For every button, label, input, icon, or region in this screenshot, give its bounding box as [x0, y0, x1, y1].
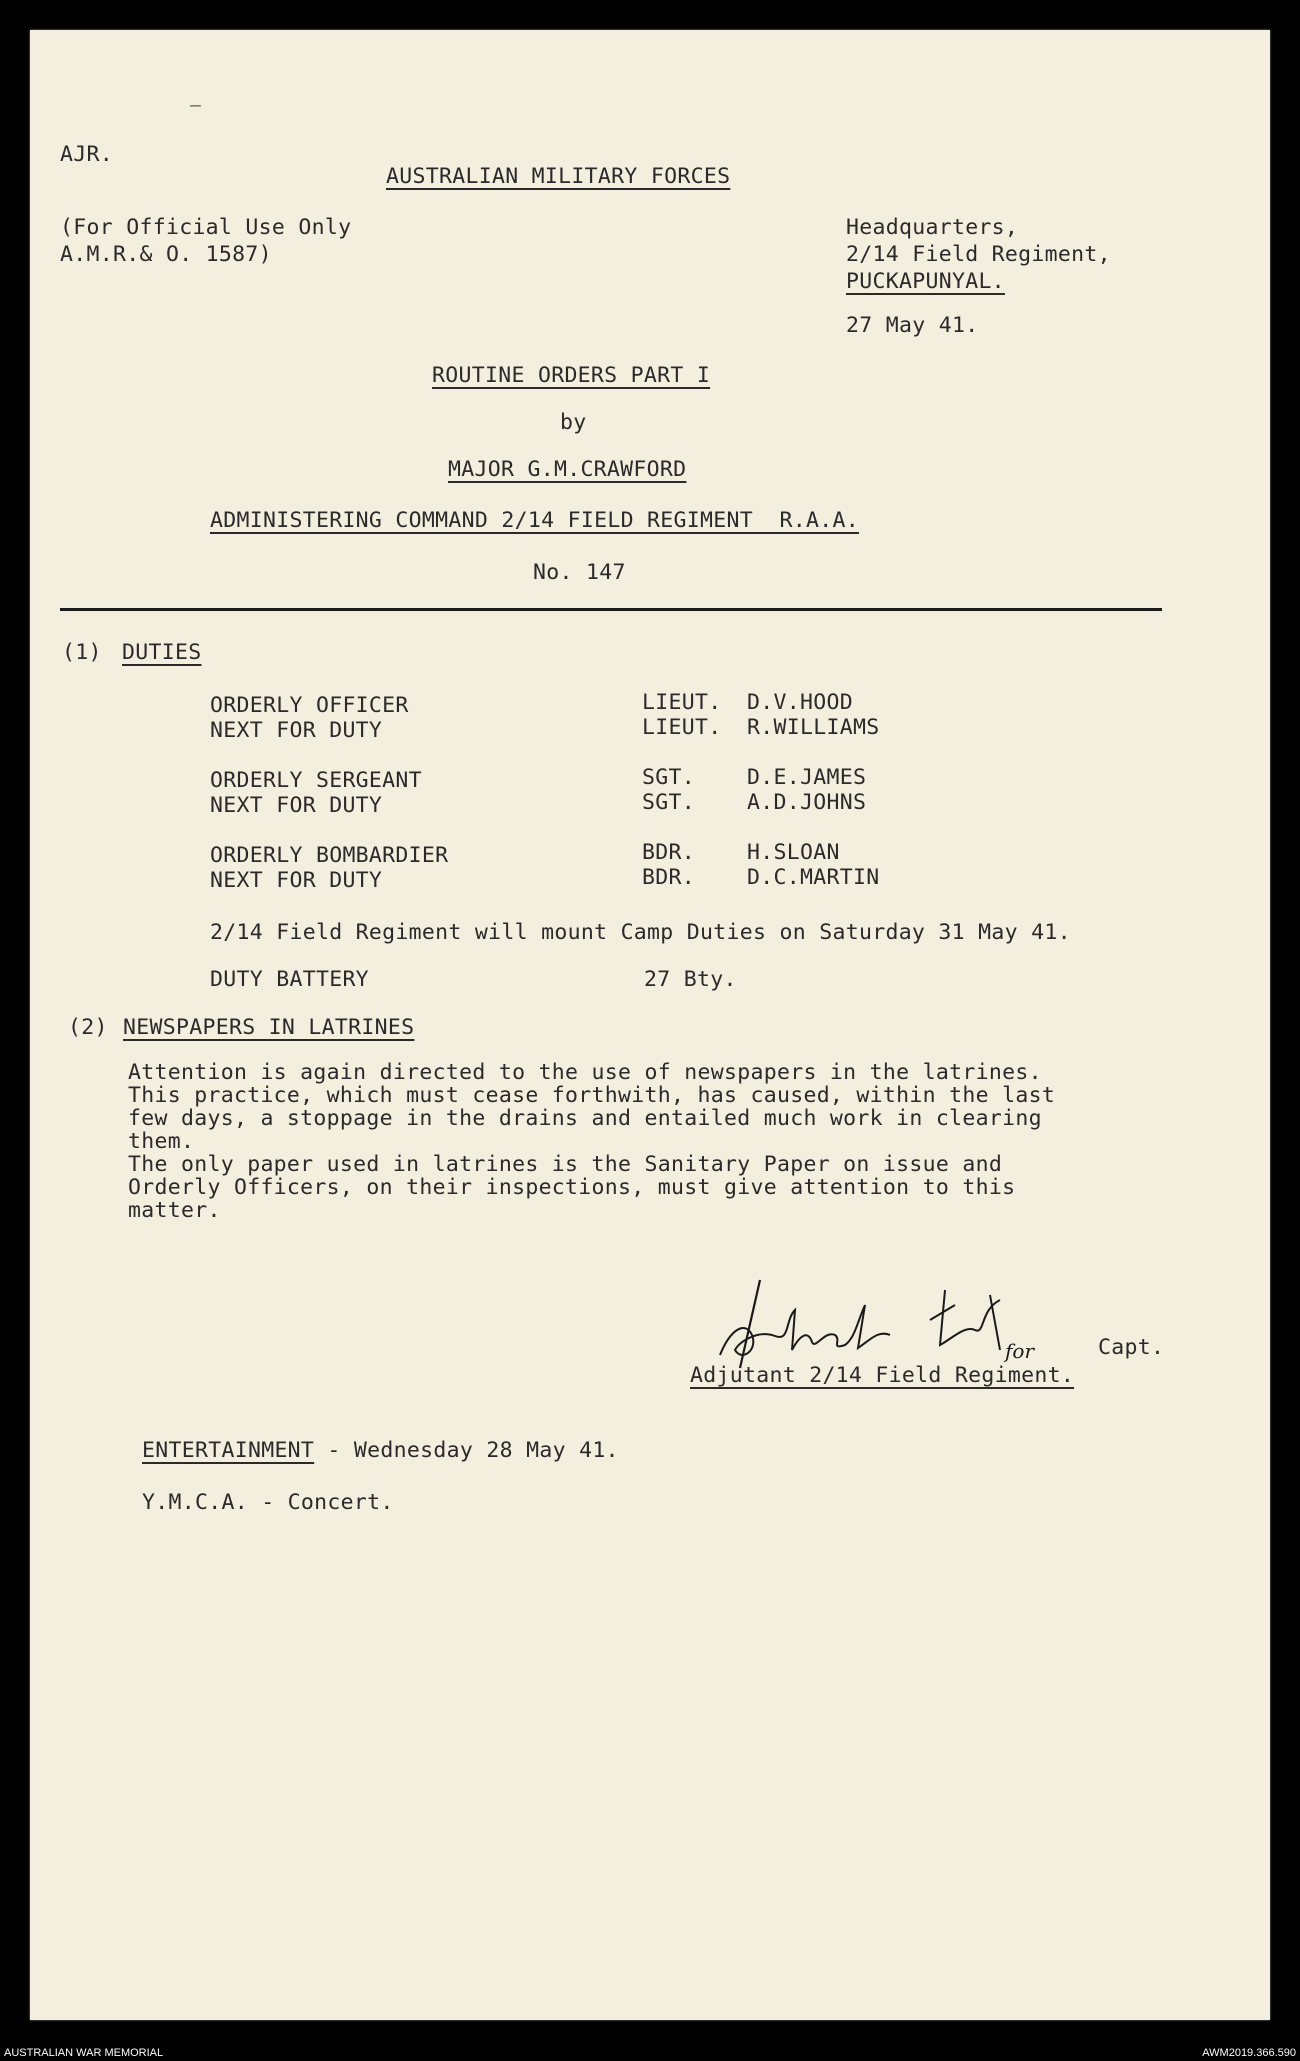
duty-role: ORDERLY SERGEANT [210, 768, 422, 793]
document-page [30, 30, 1270, 2020]
body-line: The only paper used in latrines is the Sanitary Paper on issue and [128, 1152, 1003, 1177]
duty-role: NEXT FOR DUTY [210, 868, 383, 893]
duty-role: ORDERLY OFFICER [210, 693, 409, 718]
duty-name: D.C.MARTIN [747, 865, 880, 890]
body-line: matter. [128, 1198, 221, 1223]
signature-rank: Capt. [1098, 1335, 1165, 1360]
footer-credit: AUSTRALIAN WAR MEMORIAL [4, 2047, 164, 2059]
entertainment-item: Y.M.C.A. - Concert. [142, 1490, 394, 1515]
hq-line-3: PUCKAPUNYAL. [846, 269, 1005, 294]
body-line: few days, a stoppage in the drains and entailed much work in clearing [128, 1106, 1042, 1131]
body-line: Orderly Officers, on their inspections, must give attention to this [128, 1175, 1016, 1200]
duty-name: A.D.JOHNS [747, 790, 867, 815]
official-use: (For Official Use Only [60, 215, 352, 240]
orders-title: ROUTINE ORDERS PART I [432, 363, 711, 388]
section-number: (1) [62, 640, 102, 665]
reference: AJR. [60, 142, 113, 167]
body-line: This practice, which must cease forthwith, has caused, within the last [128, 1083, 1056, 1108]
section-number: (2) [68, 1015, 108, 1040]
duty-name: D.V.HOOD [747, 690, 853, 715]
command-line: ADMINISTERING COMMAND 2/14 FIELD REGIMENT R.A.A. [210, 508, 859, 533]
document-heading: AUSTRALIAN MILITARY FORCES [386, 164, 731, 189]
entertainment-line [142, 1438, 619, 1463]
ink-mark: – [190, 95, 201, 116]
section-heading: DUTIES [122, 640, 202, 665]
duty-name: H.SLOAN [747, 840, 840, 865]
duty-rank: SGT. [642, 765, 695, 790]
hq-line-1: Headquarters, [846, 215, 1019, 240]
by-line: by [560, 410, 587, 435]
entertainment-date: - Wednesday 28 May 41. [314, 1438, 619, 1463]
section-heading: NEWSPAPERS IN LATRINES [123, 1015, 415, 1040]
hq-line-2: 2/14 Field Regiment, [846, 242, 1111, 267]
header-divider [60, 608, 1162, 611]
handwritten-signature [700, 1250, 1120, 1380]
duty-role: NEXT FOR DUTY [210, 718, 383, 743]
officer-name: MAJOR G.M.CRAWFORD [448, 457, 687, 482]
signature-for: for [1005, 1339, 1035, 1363]
duty-rank: BDR. [642, 840, 695, 865]
entertainment-heading: ENTERTAINMENT [142, 1438, 315, 1463]
duty-role: ORDERLY BOMBARDIER [210, 843, 449, 868]
duty-rank: SGT. [642, 790, 695, 815]
camp-duties-note: 2/14 Field Regiment will mount Camp Duties on Saturday 31 May 41. [210, 920, 1071, 945]
duty-rank: BDR. [642, 865, 695, 890]
body-line: Attention is again directed to the use of newspapers in the latrines. [128, 1060, 1042, 1085]
document-date: 27 May 41. [846, 313, 979, 338]
duty-name: D.E.JAMES [747, 765, 867, 790]
regulation-ref: A.M.R.& O. 1587) [60, 242, 272, 267]
signature-title: Adjutant 2/14 Field Regiment. [690, 1363, 1075, 1388]
body-line: them. [128, 1129, 195, 1154]
duty-battery-value: 27 Bty. [644, 967, 737, 992]
duty-battery-label: DUTY BATTERY [210, 967, 369, 992]
duty-role: NEXT FOR DUTY [210, 793, 383, 818]
duty-rank: LIEUT. [642, 690, 722, 715]
duty-rank: LIEUT. [642, 715, 722, 740]
footer-id: AWM2019.366.590 [1202, 2047, 1296, 2059]
order-number: No. 147 [533, 560, 626, 585]
duty-name: R.WILLIAMS [747, 715, 880, 740]
